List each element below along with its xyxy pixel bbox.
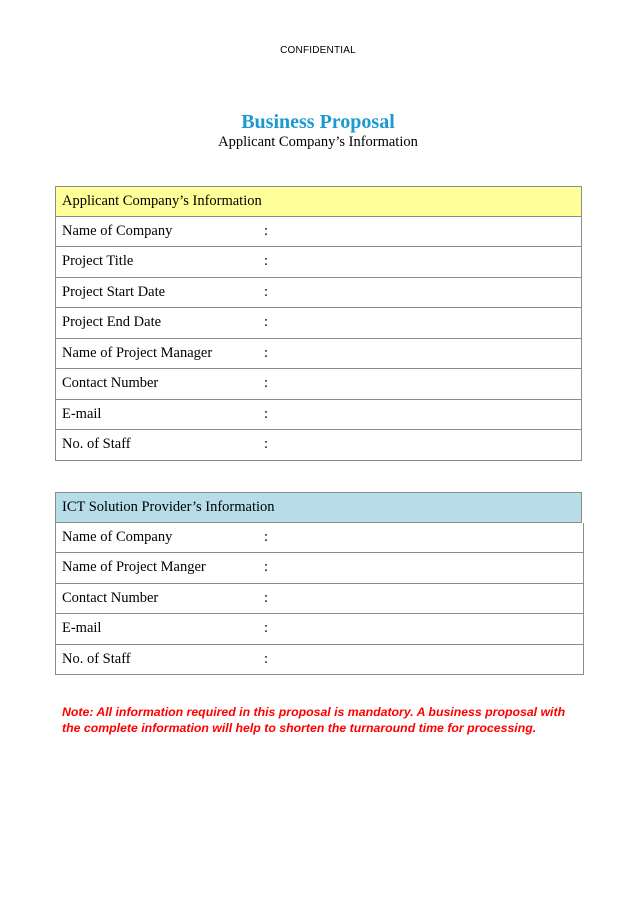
field-separator: : <box>264 405 269 422</box>
field-separator: : <box>264 375 269 391</box>
field-label: Name of Company <box>62 222 173 239</box>
field-label: E-mail <box>62 405 102 422</box>
provider-info-table <box>55 492 584 675</box>
field-separator: : <box>264 559 269 575</box>
field-label: Name of Project Manger <box>62 559 206 575</box>
table-row[interactable] <box>55 369 582 400</box>
applicant-table-header-text: Applicant Company’s Information <box>62 193 262 209</box>
field-separator: : <box>264 344 269 361</box>
field-separator: : <box>264 650 269 667</box>
field-separator: : <box>264 620 269 636</box>
field-label: Contact Number <box>62 589 159 606</box>
table-row[interactable] <box>55 339 582 370</box>
field-label: Name of Project Manager <box>62 344 213 361</box>
mandatory-note: Note: All information required in this proposal is mandatory. A business proposal with the complete information will help to shorten the turnaround time for processing. <box>62 705 566 735</box>
field-separator: : <box>264 314 269 330</box>
table-row[interactable] <box>55 645 584 676</box>
table-row[interactable] <box>55 430 582 461</box>
table-row[interactable] <box>55 584 584 615</box>
table-row[interactable] <box>55 247 582 278</box>
field-label: Project Start Date <box>62 283 166 300</box>
provider-table-header <box>55 492 582 523</box>
confidential-label: CONFIDENTIAL <box>280 45 356 56</box>
field-separator: : <box>264 589 269 606</box>
field-separator: : <box>264 222 269 239</box>
field-label: E-mail <box>62 620 102 636</box>
table-row[interactable] <box>55 553 584 584</box>
field-separator: : <box>264 253 269 269</box>
table-row[interactable] <box>55 308 582 339</box>
field-separator: : <box>264 283 269 300</box>
field-label: Project End Date <box>62 314 162 330</box>
table-row[interactable] <box>55 400 582 431</box>
page-subtitle: Applicant Company’s Information <box>218 134 418 150</box>
page-title: Business Proposal <box>241 111 395 133</box>
field-separator: : <box>264 528 269 545</box>
provider-table-header-text: ICT Solution Provider’s Information <box>62 499 275 515</box>
field-label: Contact Number <box>62 375 159 391</box>
table-row[interactable] <box>55 278 582 309</box>
applicant-table-header <box>55 186 582 217</box>
field-label: No. of Staff <box>62 650 131 667</box>
applicant-info-table <box>55 186 582 461</box>
field-label: Name of Company <box>62 528 173 545</box>
table-row[interactable] <box>55 523 584 554</box>
field-label: No. of Staff <box>62 436 131 452</box>
table-row[interactable] <box>55 217 582 248</box>
field-label: Project Title <box>62 253 134 269</box>
field-separator: : <box>264 436 269 452</box>
table-row[interactable] <box>55 614 584 645</box>
